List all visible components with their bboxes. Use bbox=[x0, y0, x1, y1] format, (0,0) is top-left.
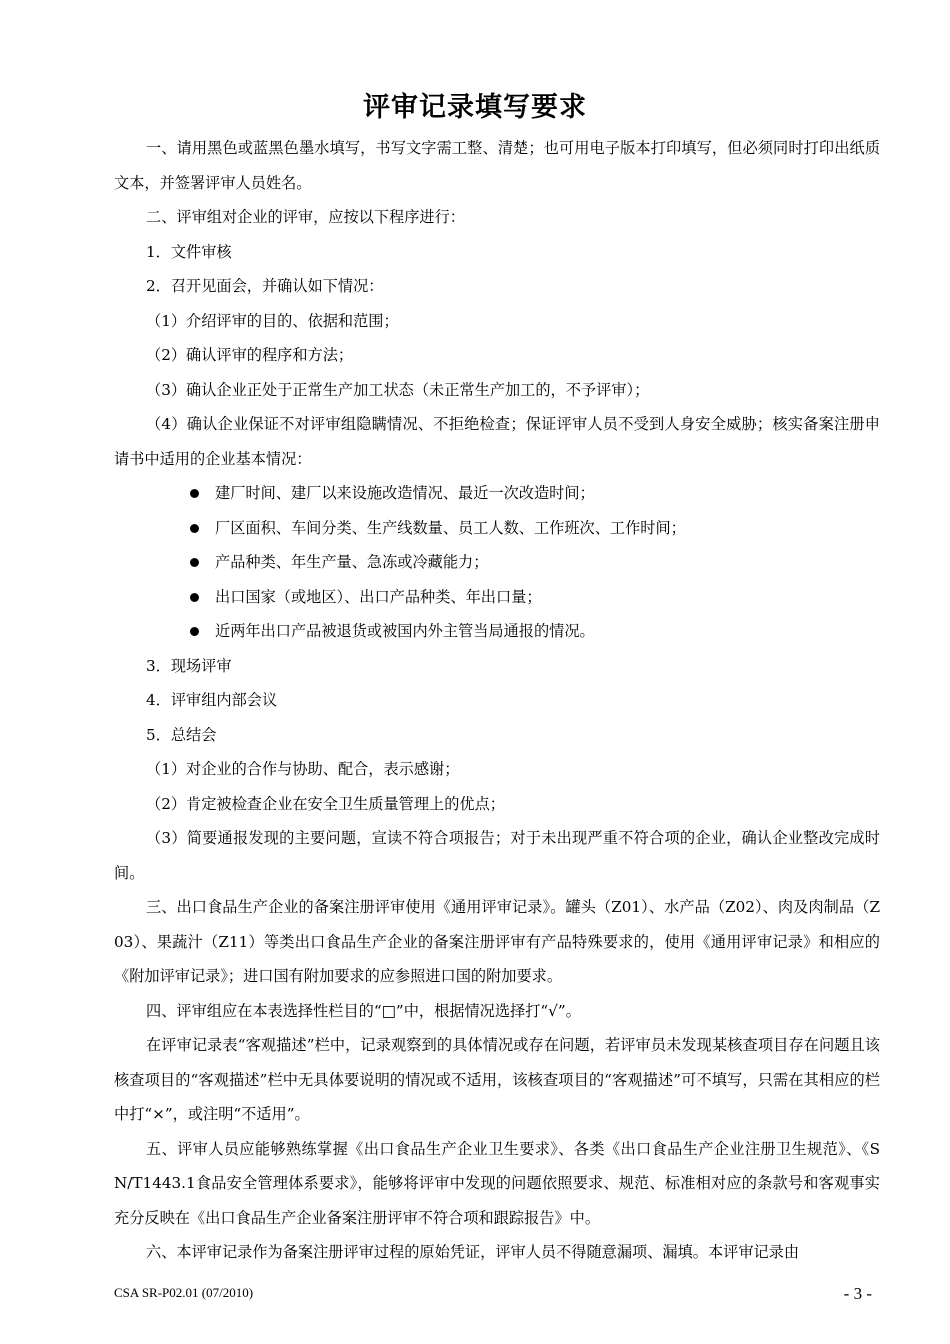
page-number: - 3 - bbox=[843, 1284, 872, 1303]
step-5-item-3: （3）简要通报发现的主要问题，宣读不符合项报告；对于未出现严重不符合项的企业，确认企业整改完成时间。 bbox=[114, 829, 880, 882]
list-item bbox=[190, 476, 880, 511]
bullet-text: 建厂时间、建厂以来设施改造情况、最近一次改造时间； bbox=[215, 484, 595, 502]
step-4: 4．评审组内部会议 bbox=[146, 691, 278, 709]
bullet-text: 厂区面积、车间分类、生产线数量、员工人数、工作班次、工作时间； bbox=[215, 518, 686, 537]
step-2-item-2: （2）确认评审的程序和方法； bbox=[146, 346, 354, 364]
page-title: 评审记录填写要求 bbox=[363, 92, 587, 123]
step-5: 5．总结会 bbox=[146, 725, 217, 744]
step-2-item-4: （4）确认企业保证不对评审组隐瞒情况、不拒绝检查；保证评审人员不受到人身安全威胁；核实备案注册申请书中适用的企业基本情况： bbox=[114, 415, 880, 468]
step-1: 1．文件审核 bbox=[146, 242, 232, 261]
bullet-icon bbox=[190, 593, 199, 602]
bullet-icon bbox=[190, 489, 199, 498]
bullet-text: 近两年出口产品被退货或被国内外主管当局通报的情况。 bbox=[215, 622, 595, 640]
paragraph-1: 一、请用黑色或蓝黑色墨水填写，书写文字需工整、清楚；也可用电子版本打印填写，但必须同时打印出纸质文本，并签署评审人员姓名。 bbox=[114, 139, 880, 192]
document-code: CSA SR-P02.01 (07/2010) bbox=[114, 1285, 254, 1300]
step-2: 2．召开见面会，并确认如下情况： bbox=[146, 277, 384, 295]
step-3: 3．现场评审 bbox=[146, 656, 232, 675]
step-5-item-2: （2）肯定被检查企业在安全卫生质量管理上的优点； bbox=[146, 794, 505, 813]
bullet-list bbox=[114, 476, 880, 649]
list-item bbox=[190, 614, 880, 649]
list-item bbox=[190, 511, 880, 546]
bullet-text: 出口国家（或地区）、出口产品种类、年出口量； bbox=[215, 587, 542, 606]
paragraph-3: 三、出口食品生产企业的备案注册评审使用《通用评审记录》。罐头（Z01）、水产品（Z02）、肉及肉制品（Z03）、果蔬汁（Z11）等类出口食品生产企业的备案注册评审有产品特殊要求的，使用《通用评审记录》和相应的《附加评审记录》；进口国有附加要求的应参照进口国的附加要求。 bbox=[114, 898, 880, 985]
bullet-icon bbox=[190, 558, 199, 567]
paragraph-6: 六、本评审记录作为备案注册评审过程的原始凭证，评审人员不得随意漏项、漏填。本评审记录由 bbox=[146, 1243, 800, 1261]
bullet-text: 产品种类、年生产量、急冻或冷藏能力； bbox=[215, 553, 489, 571]
paragraph-4-note: 在评审记录表“客观描述”栏中，记录观察到的具体情况或存在问题，若评审员未发现某核查项目存在问题且该核查项目的“客观描述”栏中无具体要说明的情况或不适用，该核查项目的“客观描述”可不填写，只需在其相应的栏中打“×”，或注明“不适用”。 bbox=[114, 1036, 880, 1123]
list-item bbox=[190, 580, 880, 615]
step-2-item-1: （1）介绍评审的目的、依据和范围； bbox=[146, 311, 399, 330]
bullet-icon bbox=[190, 524, 199, 533]
paragraph-5: 五、评审人员应能够熟练掌握《出口食品生产企业卫生要求》、各类《出口食品生产企业注册卫生规范》、《SN/T1443.1食品安全管理体系要求》，能够将评审中发现的问题依照要求、规范、标准相对应的条款号和客观事实充分反映在《出口食品生产企业备案注册评审不符合项和跟踪报告》中。 bbox=[114, 1139, 880, 1227]
list-item bbox=[190, 545, 880, 580]
step-2-item-3: （3）确认企业正处于正常生产加工状态（未正常生产加工的，不予评审）； bbox=[146, 380, 650, 399]
document-body bbox=[114, 131, 880, 1270]
bullet-icon bbox=[190, 627, 199, 636]
paragraph-2: 二、评审组对企业的评审，应按以下程序进行： bbox=[146, 208, 465, 226]
paragraph-4: 四、评审组应在本表选择性栏目的“□”中，根据情况选择打“√”。 bbox=[146, 1001, 581, 1020]
step-5-item-1: （1）对企业的合作与协助、配合，表示感谢； bbox=[146, 760, 460, 778]
